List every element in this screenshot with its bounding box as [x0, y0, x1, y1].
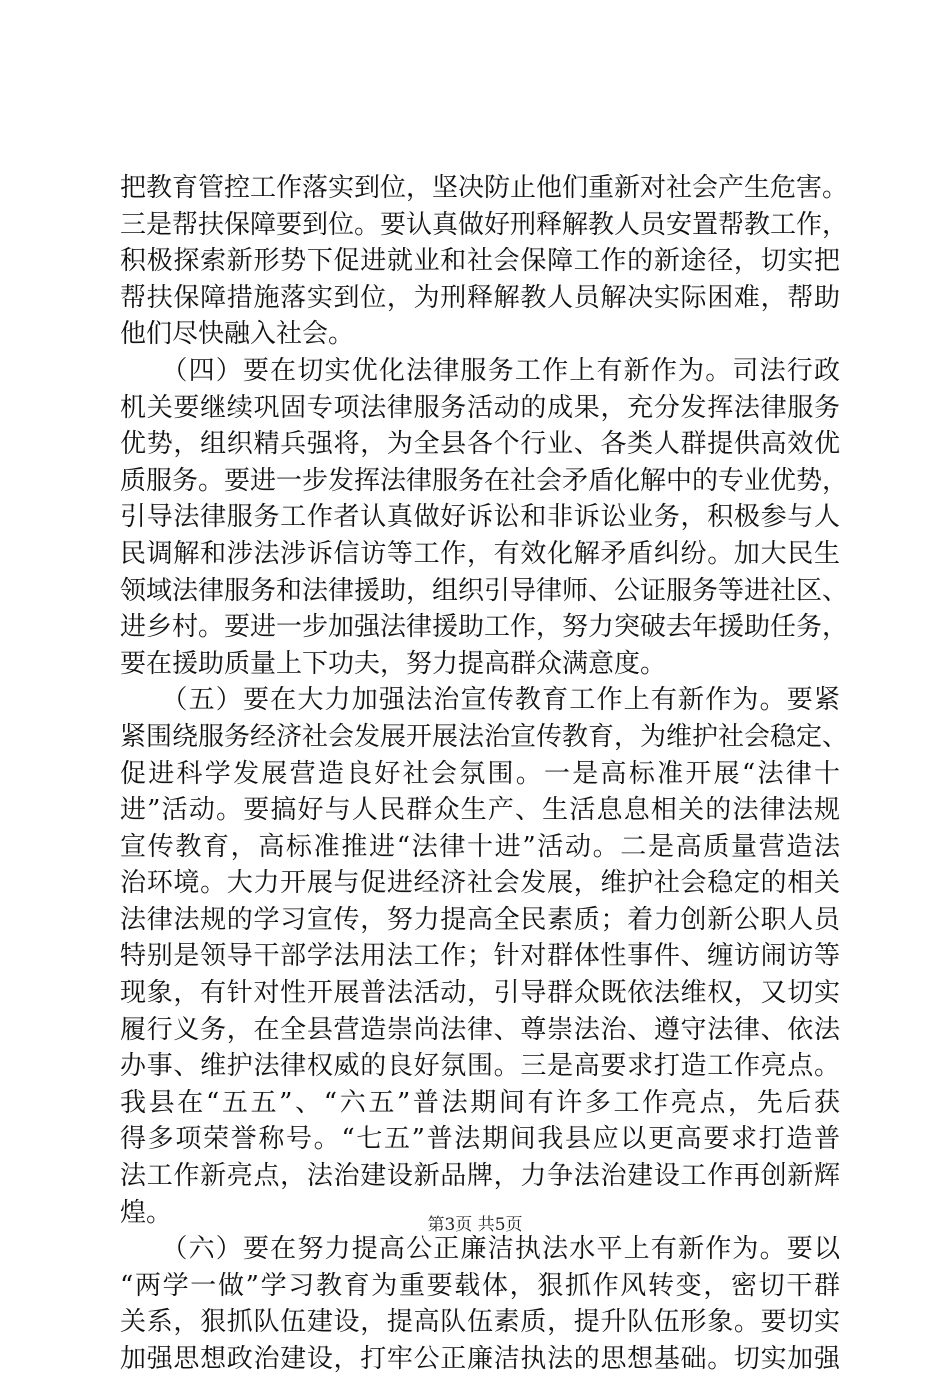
text-line: “两学一做”学习教育为重要载体，狠抓作风转变，密切干群 [120, 1270, 840, 1301]
text-line: 把教育管控工作落实到位，坚决防止他们重新对社会产生危害。 [120, 173, 849, 203]
text-line: 优势，组织精兵强将，为全县各个行业、各类人群提供高效优 [120, 429, 840, 460]
text-line: （四）要在切实优化法律服务工作上有新作为。司法行政 [120, 355, 840, 386]
text-line: 加强思想政治建设，打牢公正廉洁执法的思想基础。切实加强 [120, 1344, 840, 1374]
text-line: 治环境。大力开展与促进经济社会发展，维护社会稳定的相关 [120, 868, 840, 899]
text-line: 法工作新亮点，法治建设新品牌，力争法治建设工作再创新辉 [120, 1161, 840, 1192]
text-line: 煌。 [120, 1197, 173, 1228]
text-line: 三是帮扶保障要到位。要认真做好刑释解教人员安置帮教工作， [120, 209, 849, 240]
text-line: （六）要在努力提高公正廉洁执法水平上有新作为。要以 [120, 1234, 840, 1265]
text-line: 他们尽快融入社会。 [120, 319, 355, 350]
body-text [120, 170, 849, 1378]
text-line: 引导法律服务工作者认真做好诉讼和非诉讼业务，积极参与人 [120, 502, 840, 533]
text-line: 法律法规的学习宣传，努力提高全民素质；着力创新公职人员 [120, 904, 840, 935]
text-line: 办事、维护法律权威的良好氛围。三是高要求打造工作亮点。 [120, 1051, 840, 1082]
text-line: （五）要在大力加强法治宣传教育工作上有新作为。要紧 [120, 685, 840, 716]
text-line: 帮扶保障措施落实到位，为刑释解教人员解决实际困难，帮助 [120, 282, 840, 313]
text-line: 宣传教育，高标准推进“法律十进”活动。二是高质量营造法 [120, 831, 840, 862]
text-line: 领域法律服务和法律援助，组织引导律师、公证服务等进社区、 [120, 575, 849, 606]
text-line: 我县在“五五”、“六五”普法期间有许多工作亮点，先后获 [120, 1087, 840, 1118]
text-line: 现象，有针对性开展普法活动，引导群众既依法维权，又切实 [120, 978, 840, 1009]
text-line: 紧围绕服务经济社会发展开展法治宣传教育，为维护社会稳定、 [120, 721, 849, 752]
text-line: 积极探索新形势下促进就业和社会保障工作的新途径，切实把 [120, 246, 840, 277]
page-footer: 第3页 共5页 [427, 1215, 523, 1235]
text-line: 机关要继续巩固专项法律服务活动的成果，充分发挥法律服务 [120, 392, 840, 423]
text-line: 履行义务，在全县营造崇尚法律、尊崇法治、遵守法律、依法 [120, 1014, 840, 1045]
text-line: 质服务。要进一步发挥法律服务在社会矛盾化解中的专业优势， [120, 465, 849, 496]
text-line: 特别是领导干部学法用法工作；针对群体性事件、缠访闹访等 [120, 941, 840, 972]
text-line: 进”活动。要搞好与人民群众生产、生活息息相关的法律法规 [120, 795, 840, 826]
text-line: 促进科学发展营造良好社会氛围。一是高标准开展“法律十 [120, 758, 840, 789]
text-line: 关系，狠抓队伍建设，提高队伍素质，提升队伍形象。要切实 [120, 1307, 840, 1338]
text-line: 得多项荣誉称号。“七五”普法期间我县应以更高要求打造普 [120, 1124, 840, 1155]
text-line: 要在援助质量上下功夫，努力提高群众满意度。 [120, 648, 667, 679]
text-line: 民调解和涉法涉诉信访等工作，有效化解矛盾纠纷。加大民生 [120, 538, 840, 569]
text-line: 进乡村。要进一步加强法律援助工作，努力突破去年援助任务， [120, 612, 849, 643]
